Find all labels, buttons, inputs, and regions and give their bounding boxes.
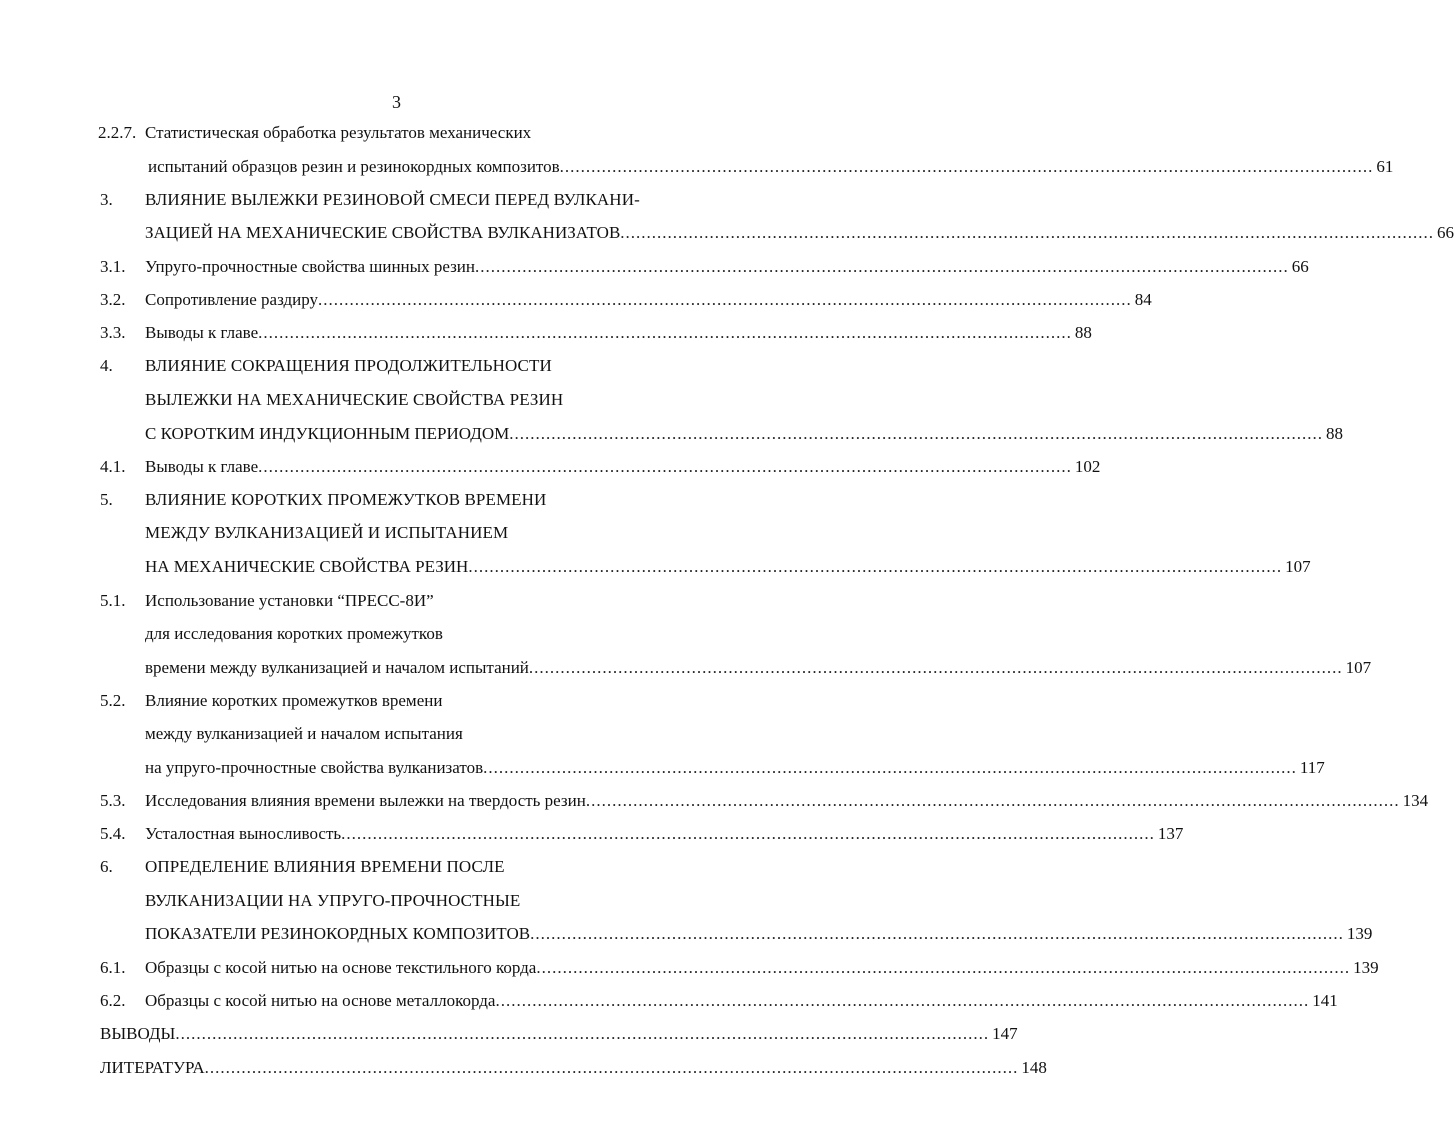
toc-page-number: 139 <box>1353 958 1379 977</box>
dot-leader: ........................................................................................................................................................... <box>175 1024 990 1043</box>
toc-entry-text: Влияние коротких промежутков времени <box>145 691 443 710</box>
toc-line <box>0 688 793 714</box>
dot-leader: ........................................................................................................................................................... <box>495 991 1310 1010</box>
toc-entry <box>145 454 1101 480</box>
toc-line <box>0 254 1309 280</box>
toc-section-number: 4.1. <box>100 457 126 476</box>
toc-page-number: 61 <box>1376 157 1394 176</box>
toc-entry <box>145 755 1325 781</box>
toc-entry-text: Использование установки “ПРЕСС-8И” <box>145 591 434 610</box>
toc-entry <box>100 1021 1018 1047</box>
toc-line <box>0 1021 1018 1047</box>
toc-page-number: 134 <box>1402 791 1429 810</box>
toc-line <box>0 854 793 880</box>
toc-entry-text: между вулканизацией и началом испытания <box>145 724 463 743</box>
toc-line <box>0 220 1454 246</box>
toc-page-number: 88 <box>1074 323 1092 342</box>
toc-entry-text: Выводы к главе <box>145 457 259 476</box>
dot-leader: ........................................................................................................................................................... <box>530 924 1344 943</box>
toc-entry-text: ВУЛКАНИЗАЦИИ НА УПРУГО-ПРОЧНОСТНЫЕ <box>145 891 521 910</box>
toc-entry <box>148 154 1394 180</box>
toc-section-number: 2.2.7. <box>98 123 137 142</box>
toc-page-number: 88 <box>1325 424 1343 443</box>
toc-page-number: 102 <box>1074 457 1101 476</box>
toc-line <box>0 588 793 614</box>
toc-entry <box>145 254 1309 280</box>
dot-leader: ........................................................................................................................................................... <box>341 824 1155 843</box>
toc-entry-text: на упруго-прочностные свойства вулканизатов <box>145 758 484 777</box>
toc-line <box>0 454 1101 480</box>
dot-leader: ........................................................................................................................................................... <box>620 223 1435 242</box>
toc-entry-text: ЗАЦИЕЙ НА МЕХАНИЧЕСКИЕ СВОЙСТВА ВУЛКАНИЗАТОВ <box>145 223 621 242</box>
dot-leader: ........................................................................................................................................................... <box>468 557 1283 576</box>
toc-entry-text: Статистическая обработка результатов механических <box>145 123 532 142</box>
toc-entry-text: Усталостная выносливость <box>145 824 342 843</box>
toc-entry-text: Образцы с косой нитью на основе металлокорда <box>145 991 496 1010</box>
toc-line <box>0 353 793 379</box>
toc-section-number: 3.1. <box>100 257 126 276</box>
toc-line <box>0 287 1152 313</box>
toc-entry-text: Образцы с косой нитью на основе текстильного корда <box>145 958 537 977</box>
toc-page-number: 84 <box>1134 290 1152 309</box>
toc-entry <box>145 220 1454 246</box>
toc-entry-text: ВЛИЯНИЕ КОРОТКИХ ПРОМЕЖУТКОВ ВРЕМЕНИ <box>145 490 547 509</box>
toc-line <box>0 921 1373 947</box>
toc-line <box>0 755 1325 781</box>
toc-entry-text: испытаний образцов резин и резинокордных композитов <box>148 157 560 176</box>
dot-leader: ........................................................................................................................................................... <box>483 758 1297 777</box>
toc-section-number: 3.3. <box>100 323 126 342</box>
toc-entry-text: ВЫВОДЫ <box>100 1024 176 1043</box>
toc-line <box>0 154 1394 180</box>
toc-entry-text: Выводы к главе <box>145 323 259 342</box>
toc-section-number: 5.3. <box>100 791 126 810</box>
dot-leader: ........................................................................................................................................................... <box>536 958 1351 977</box>
toc-page-number: 148 <box>1021 1058 1047 1077</box>
toc-section-number: 3.2. <box>100 290 126 309</box>
toc-section-number: 6. <box>100 857 113 876</box>
toc-line <box>0 387 793 413</box>
toc-line <box>0 721 793 747</box>
toc-entry <box>145 421 1343 447</box>
toc-line <box>0 554 1311 580</box>
toc-line <box>0 1055 1047 1081</box>
toc-entry-text: Упруго-прочностные свойства шинных резин <box>145 257 475 276</box>
toc-line <box>0 821 1184 847</box>
toc-entry <box>145 554 1311 580</box>
dot-leader: ........................................................................................................................................................... <box>318 290 1132 309</box>
toc-entry <box>145 821 1184 847</box>
toc-entry <box>145 988 1338 1014</box>
dot-leader: ........................................................................................................................................................... <box>475 257 1289 276</box>
toc-page-number: 66 <box>1291 257 1309 276</box>
toc-entry <box>100 1055 1047 1081</box>
toc-page-number: 141 <box>1312 991 1338 1010</box>
toc-entry-text: НА МЕХАНИЧЕСКИЕ СВОЙСТВА РЕЗИН <box>145 557 469 576</box>
dot-leader: ........................................................................................................................................................... <box>258 323 1072 342</box>
toc-line <box>0 421 1343 447</box>
dot-leader: ........................................................................................................................................................... <box>528 658 1343 677</box>
toc-line <box>0 621 793 647</box>
toc-entry-text: ВЛИЯНИЕ СОКРАЩЕНИЯ ПРОДОЛЖИТЕЛЬНОСТИ <box>145 356 552 375</box>
toc-entry <box>145 955 1379 981</box>
dot-leader: ........................................................................................................................................................... <box>585 791 1400 810</box>
toc-section-number: 5. <box>100 490 113 509</box>
toc-entry <box>145 788 1429 814</box>
toc-page-number: 137 <box>1157 824 1184 843</box>
toc-line <box>0 655 1372 681</box>
toc-entry <box>145 655 1372 681</box>
toc-entry-text: Сопротивление раздиру <box>145 290 319 309</box>
toc-section-number: 6.2. <box>100 991 126 1010</box>
toc-line <box>0 988 1338 1014</box>
toc-section-number: 3. <box>100 190 113 209</box>
toc-entry-text: времени между вулканизацией и началом испытаний <box>145 658 529 677</box>
toc-entry-text: ОПРЕДЕЛЕНИЕ ВЛИЯНИЯ ВРЕМЕНИ ПОСЛЕ <box>145 857 505 876</box>
toc-entry-text: МЕЖДУ ВУЛКАНИЗАЦИЕЙ И ИСПЫТАНИЕМ <box>145 523 509 542</box>
toc-entry-text: ЛИТЕРАТУРА <box>100 1058 205 1077</box>
toc-section-number: 4. <box>100 356 113 375</box>
toc-page-number: 107 <box>1285 557 1311 576</box>
toc-line <box>0 187 793 213</box>
toc-page-number: 139 <box>1346 924 1373 943</box>
toc-entry-text: ВЫЛЕЖКИ НА МЕХАНИЧЕСКИЕ СВОЙСТВА РЕЗИН <box>145 390 564 409</box>
toc-section-number: 5.4. <box>100 824 126 843</box>
toc-section-number: 5.2. <box>100 691 126 710</box>
toc-line <box>0 487 793 513</box>
toc-entry-text: ВЛИЯНИЕ ВЫЛЕЖКИ РЕЗИНОВОЙ СМЕСИ ПЕРЕД ВУЛКАНИ- <box>145 190 640 209</box>
toc-section-number: 5.1. <box>100 591 126 610</box>
toc-entry <box>145 287 1152 313</box>
dot-leader: ........................................................................................................................................................... <box>258 457 1072 476</box>
toc-line <box>0 120 793 146</box>
toc-entry <box>145 320 1092 346</box>
page-number: 3 <box>392 92 401 112</box>
dot-leader: ........................................................................................................................................................... <box>559 157 1374 176</box>
dot-leader: ........................................................................................................................................................... <box>509 424 1323 443</box>
toc-line <box>0 320 1092 346</box>
toc-page-number: 107 <box>1345 658 1372 677</box>
toc-entry-text: для исследования коротких промежутков <box>145 624 443 643</box>
toc-section-number: 6.1. <box>100 958 126 977</box>
toc-entry <box>145 921 1373 947</box>
toc-page-number: 147 <box>992 1024 1018 1043</box>
toc-page-number: 117 <box>1299 758 1325 777</box>
toc-entry-text: С КОРОТКИМ ИНДУКЦИОННЫМ ПЕРИОДОМ <box>145 424 510 443</box>
toc-page-number: 66 <box>1437 223 1454 242</box>
toc-entry-text: ПОКАЗАТЕЛИ РЕЗИНОКОРДНЫХ КОМПОЗИТОВ <box>145 924 531 943</box>
toc-line <box>0 520 793 546</box>
toc-entry-text: Исследования влияния времени вылежки на твердость резин <box>145 791 586 810</box>
dot-leader: ........................................................................................................................................................... <box>204 1058 1019 1077</box>
toc-line <box>0 888 793 914</box>
toc-line <box>0 788 1429 814</box>
toc-line <box>0 955 1379 981</box>
